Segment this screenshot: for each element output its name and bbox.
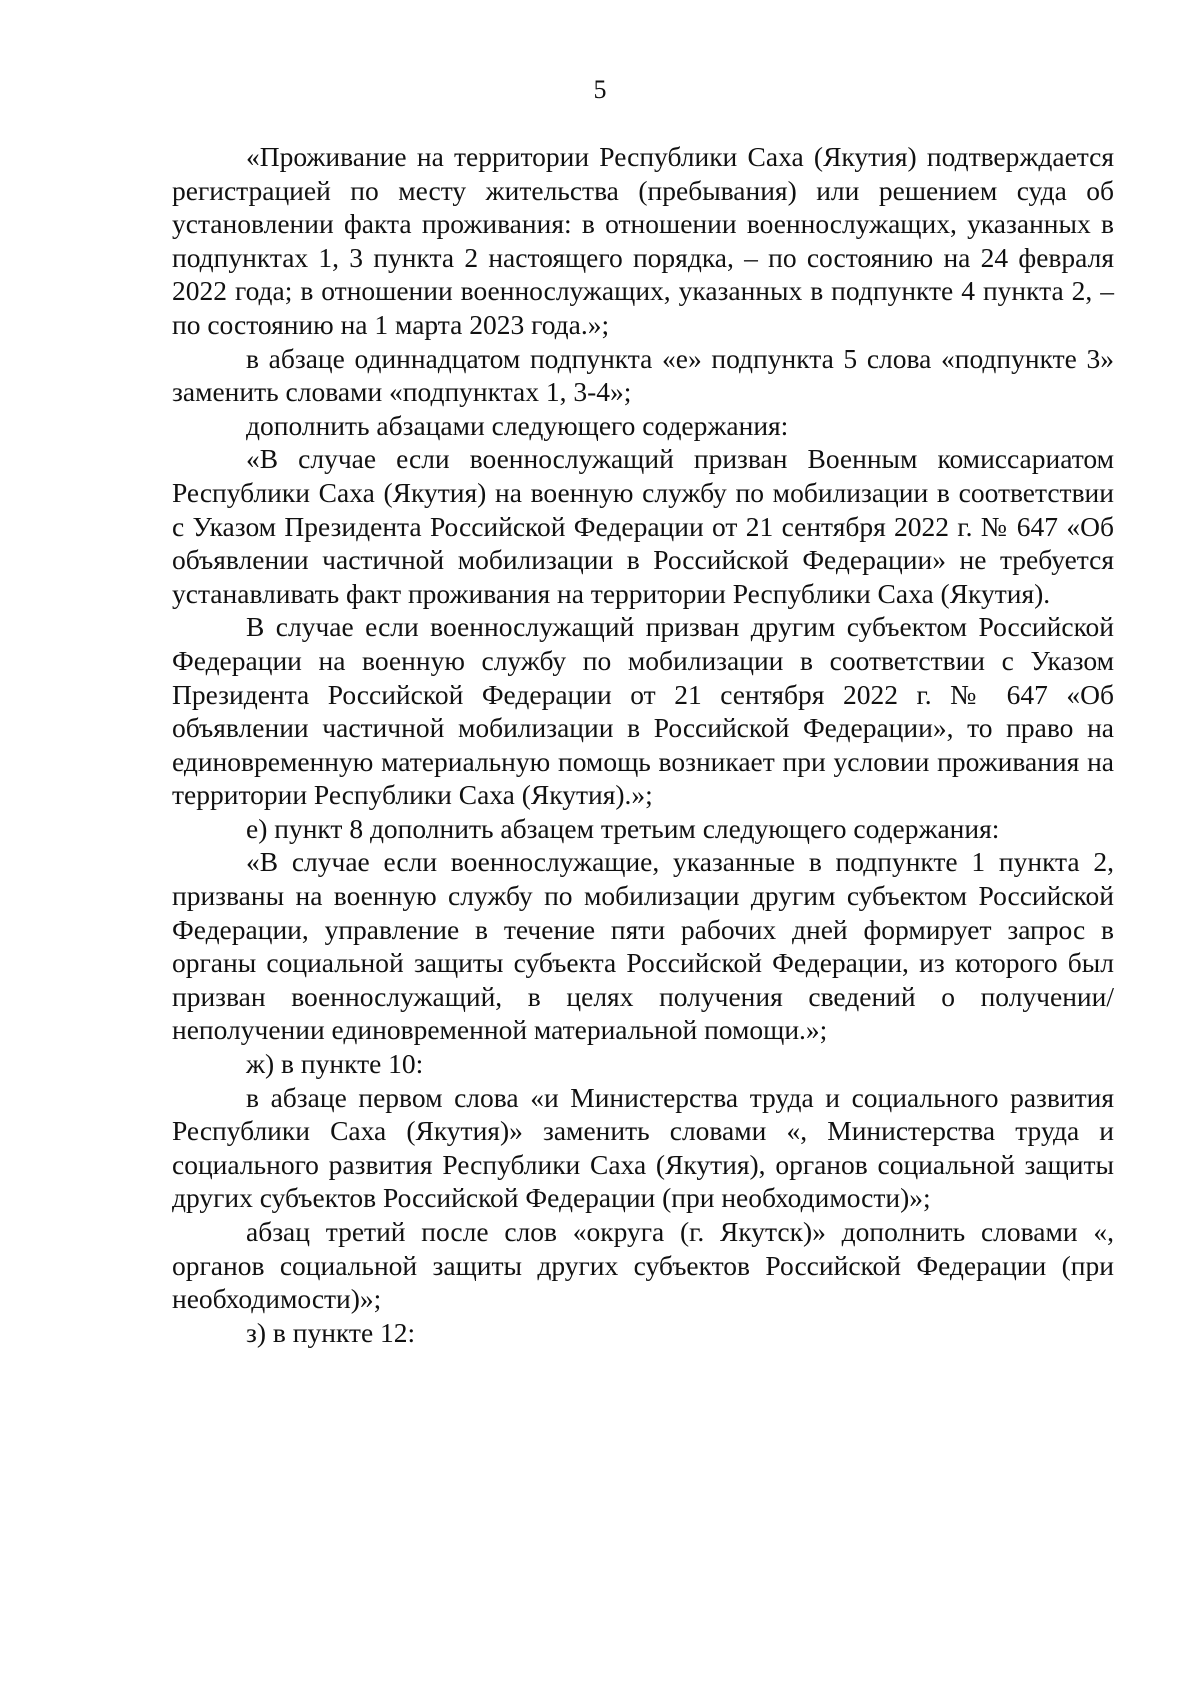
paragraph-third-abzac-yakutsk: абзац третий после слов «округа (г. Якутск)» дополнить словами «, органов социальной защиты других субъектов Российской Федерации (при необходимости)»; (172, 1216, 1114, 1315)
paragraph-eleventh-abzac: в абзаце одиннадцатом подпункта «е» подпункта 5 слова «подпункте 3» заменить словами «подпунктах 1, 3-4»; (172, 342, 1114, 408)
paragraph-item-e: е) пункт 8 дополнить абзацем третьим следующего содержания: (246, 812, 1000, 844)
page-number: 5 (593, 75, 607, 104)
paragraph-mobilized-other-subject: В случае если военнослужащий призван другим субъектом Российской Федерации на военную службу по мобилизации в соответствии с Указом Президента Российской Федерации от 21 сентября 2022 г. № 647 «Об объявлении частичной мобилизации в Российской Федерации», то право на единовременную материальную помощь возникает при условии проживания на территории Республики Саха (Якутия).»; (172, 611, 1114, 811)
paragraph-residence-confirmation: «Проживание на территории Республики Саха (Якутия) подтверждается регистрацией по месту жительства (пребывания) или решением суда об установлении факта проживания: в отношении военнослужащих, указанных в подпунктах 1, 3 пункта 2 настоящего порядка, – по состоянию на 24 февраля 2022 года; в отношении военнослужащих, указанных в подпункте 4 пункта 2, – по состоянию на 1 марта 2023 года.»; (172, 141, 1114, 340)
document-body (172, 140, 1114, 1349)
paragraph-add-abzacs: дополнить абзацами следующего содержания: (246, 409, 789, 441)
paragraph-item-zh: ж) в пункте 10: (246, 1048, 424, 1080)
paragraph-first-abzac-ministry: в абзаце первом слова «и Министерства труда и социального развития Республики Саха (Якутия)» заменить словами «, Министерства труда и социального развития Республики Саха (Якутия), органов социальной защиты других субъектов Российской Федерации (при необходимости)»; (172, 1081, 1114, 1214)
paragraph-item-z: з) в пункте 12: (246, 1316, 416, 1348)
paragraph-request-social-protection: «В случае если военнослужащие, указанные в подпункте 1 пункта 2, призваны на военную службу по мобилизации другим субъектом Российской Федерации, управление в течение пяти рабочих дней формирует запрос в органы социальной защиты субъекта Российской Федерации, из которого был призван военнослужащий, в целях получения сведений о получении/неполучении единовременной материальной помощи.»; (172, 846, 1114, 1046)
paragraph-mobilized-yakutia: «В случае если военнослужащий призван Военным комиссариатом Республики Саха (Якутия) на военную службу по мобилизации в соответствии с Указом Президента Российской Федерации от 21 сентября 2022 г. № 647 «Об объявлении частичной мобилизации в Российской Федерации» не требуется устанавливать факт проживания на территории Республики Саха (Якутия). (172, 443, 1114, 609)
